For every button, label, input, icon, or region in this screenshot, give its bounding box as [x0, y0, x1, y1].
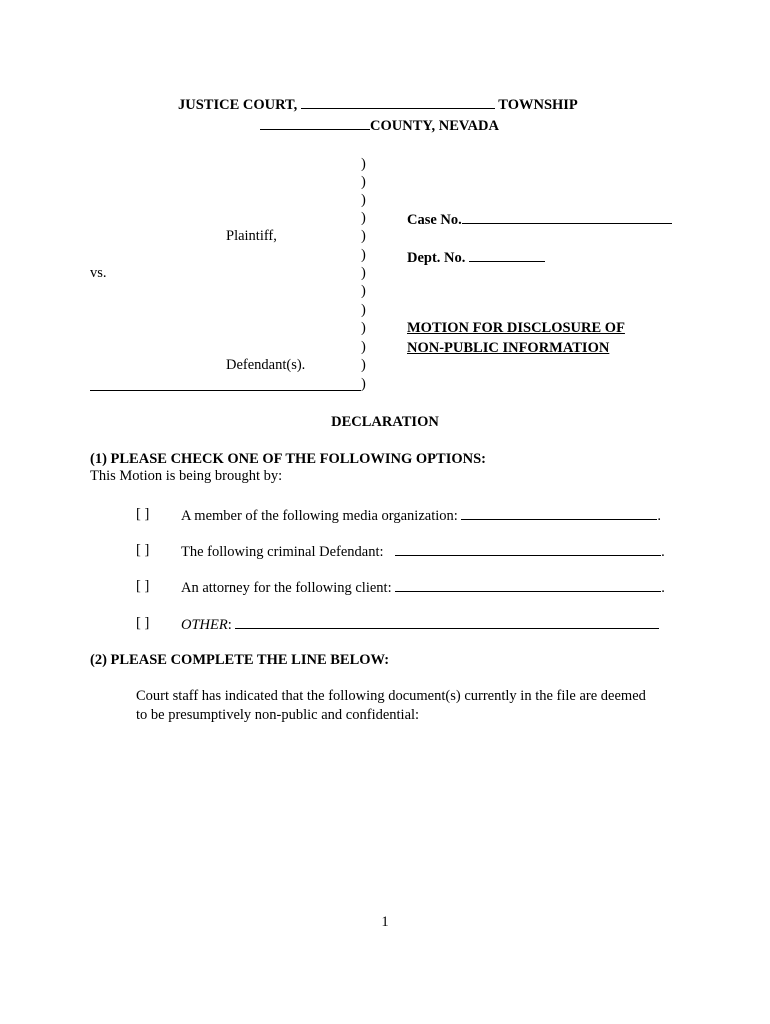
- caption-paren: ): [361, 357, 366, 373]
- court-prefix: JUSTICE COURT,: [178, 97, 298, 113]
- option-end: .: [657, 508, 662, 524]
- other-blank[interactable]: [235, 616, 659, 629]
- option-label: A member of the following media organization:: [181, 508, 458, 524]
- caption-paren: ): [361, 192, 366, 208]
- caption-paren: ): [361, 210, 366, 226]
- caption-paren: ): [361, 320, 366, 336]
- motion-title-line1: MOTION FOR DISCLOSURE OF: [407, 320, 625, 336]
- county-blank[interactable]: [260, 117, 370, 130]
- court-heading-line2: [260, 117, 499, 134]
- dept-no-label: Dept. No.: [407, 250, 466, 266]
- dept-no-blank[interactable]: [469, 249, 545, 262]
- case-no-blank[interactable]: [462, 211, 672, 224]
- option-end: :: [227, 617, 232, 633]
- section1-intro: This Motion is being brought by:: [90, 468, 283, 484]
- option-checkbox[interactable]: [ ]: [136, 542, 150, 558]
- section2-paragraph-line2: to be presumptively non-public and confidential:: [136, 707, 420, 723]
- declaration-title: DECLARATION: [331, 414, 439, 430]
- section2-paragraph-line1: Court staff has indicated that the following document(s) currently in the file are deemed: [136, 688, 646, 704]
- section2-heading: (2) PLEASE COMPLETE THE LINE BELOW:: [90, 652, 390, 668]
- criminal-defendant-blank[interactable]: [395, 543, 661, 556]
- dept-number-line: [407, 249, 545, 266]
- caption-bottom-rule: [90, 390, 361, 391]
- option-end: .: [661, 544, 665, 560]
- defendant-label: Defendant(s).: [226, 357, 306, 373]
- caption-paren: ): [361, 339, 366, 355]
- caption-paren: ): [361, 283, 366, 299]
- option-checkbox[interactable]: [ ]: [136, 615, 150, 631]
- option-checkbox[interactable]: [ ]: [136, 578, 150, 594]
- vs-label: vs.: [90, 265, 107, 281]
- court-heading-line1: [178, 96, 578, 113]
- caption-paren: ): [361, 174, 366, 190]
- motion-title-line2: NON-PUBLIC INFORMATION: [407, 340, 610, 356]
- plaintiff-label: Plaintiff,: [226, 228, 277, 244]
- caption-paren: ): [361, 247, 366, 263]
- section1-heading: (1) PLEASE CHECK ONE OF THE FOLLOWING OPTIONS:: [90, 451, 486, 467]
- caption-paren: ): [361, 302, 366, 318]
- case-number-line: [407, 211, 672, 228]
- option-label: An attorney for the following client:: [181, 580, 392, 596]
- caption-paren: ): [361, 265, 366, 281]
- case-no-label: Case No.: [407, 212, 462, 228]
- caption-paren: ): [361, 228, 366, 244]
- township-blank[interactable]: [301, 96, 495, 109]
- caption-paren: ): [361, 156, 366, 172]
- option-end: .: [661, 580, 665, 596]
- attorney-client-blank[interactable]: [395, 579, 661, 592]
- option-label: The following criminal Defendant:: [181, 544, 384, 560]
- caption-paren: ): [361, 376, 366, 392]
- option-label: OTHER: [181, 617, 228, 633]
- option-checkbox[interactable]: [ ]: [136, 506, 150, 522]
- county-label: COUNTY, NEVADA: [370, 118, 499, 134]
- media-organization-blank[interactable]: [461, 507, 657, 520]
- page-number: 1: [381, 914, 389, 930]
- township-label: TOWNSHIP: [498, 97, 578, 113]
